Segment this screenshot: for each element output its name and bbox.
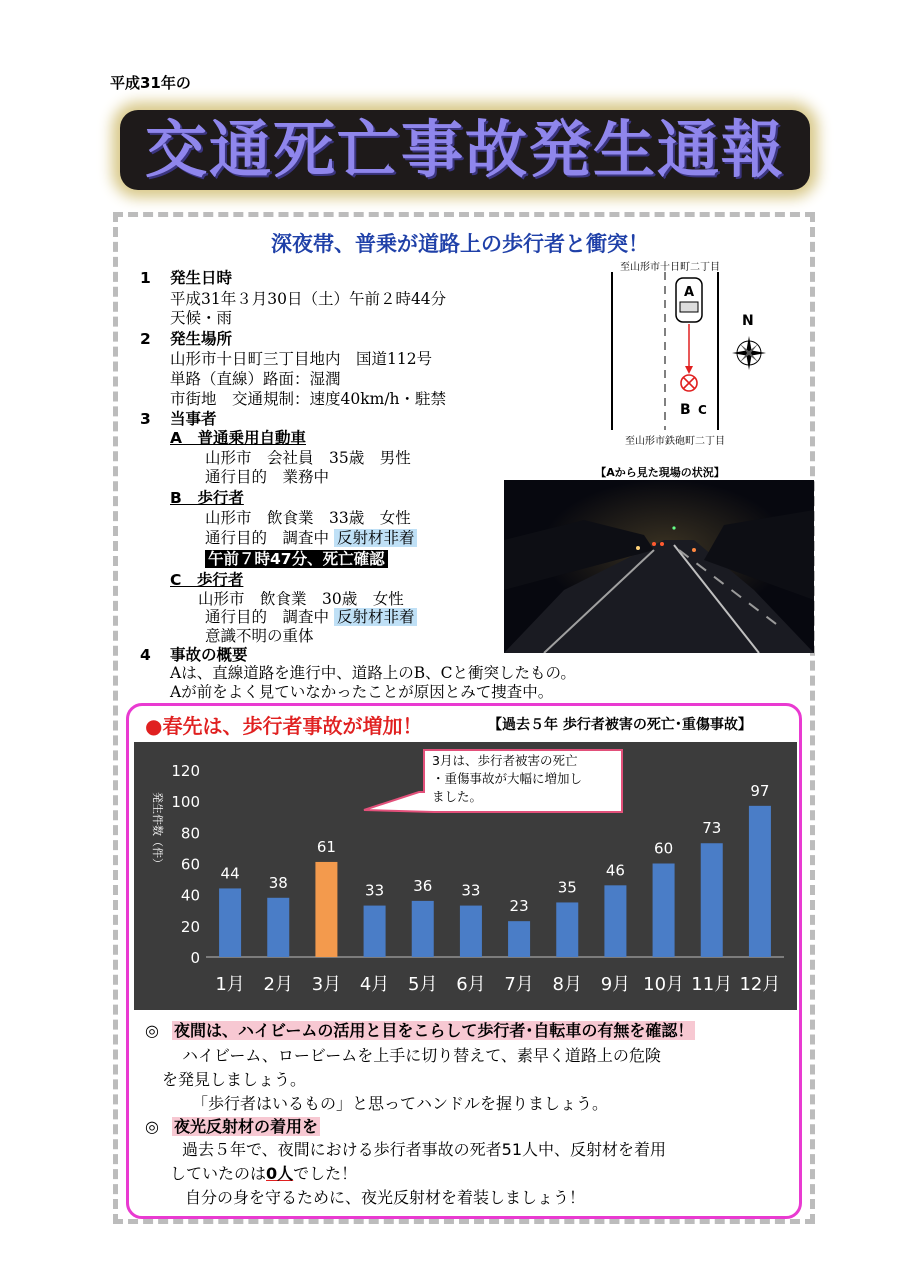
section-2-title: 発生場所 [170, 330, 233, 348]
x-tick-label: 7月 [504, 974, 534, 995]
y-tick-label: 120 [171, 762, 200, 780]
x-tick-label: 12月 [739, 974, 781, 995]
bar [412, 901, 434, 957]
accident-map [600, 270, 780, 432]
pedestrian-b-label: B [680, 402, 691, 418]
party-c-purpose-text: 通行目的 調査中 [205, 608, 330, 626]
main-title: 交通死亡事故発生通報 [144, 113, 785, 186]
data-label: 23 [509, 897, 529, 916]
tip-2-line: 過去５年で、夜間における歩行者事故の死者51人中、反射材を着用 [182, 1140, 667, 1159]
collision-icon [681, 375, 697, 391]
party-b-title: B 歩行者 [170, 489, 244, 507]
section-4-title: 事故の概要 [170, 646, 248, 664]
north-label: N [742, 313, 754, 329]
annotation-text: ・重傷事故が大幅に増加し [432, 771, 583, 786]
bar [508, 921, 530, 957]
x-tick-label: 5月 [408, 974, 438, 995]
x-tick-label: 6月 [456, 974, 486, 995]
tip-1-title [172, 1019, 695, 1043]
y-tick-label: 100 [171, 793, 200, 812]
bar [653, 864, 675, 958]
warning-subheading: 【過去５年 歩行者被害の死亡･重傷事故】 [488, 717, 752, 733]
map-top-label: 至山形市十日町二丁目 [620, 262, 720, 273]
data-label: 38 [268, 873, 288, 892]
car-a-label: A [683, 285, 695, 300]
data-label: 33 [461, 881, 481, 900]
pedestrian-c-label: C [698, 403, 707, 417]
bar [364, 906, 386, 957]
party-b-purpose-text: 通行目的 調査中 [205, 529, 330, 547]
y-tick-label: 40 [180, 886, 200, 905]
section-2-line: 山形市十日町三丁目地内 国道112号 [170, 350, 433, 368]
x-tick-label: 2月 [263, 974, 293, 995]
tip-1-line: を発見しましょう。 [162, 1070, 307, 1089]
tip-2-line [170, 1162, 357, 1186]
tip-1-line: 「歩行者はいるもの」と思ってハンドルを握りましょう。 [192, 1094, 609, 1113]
bar-chart [134, 742, 797, 1010]
party-c-line: 山形市 飲食業 30歳 女性 [198, 590, 404, 608]
section-1-line: 平成31年３月30日（土）午前２時44分 [170, 290, 447, 308]
bar [556, 902, 578, 957]
y-tick-label: 60 [180, 855, 200, 874]
party-a-title: A 普通乗用自動車 [170, 429, 306, 447]
arrow-head-icon [685, 366, 693, 374]
party-b-purpose [205, 528, 417, 548]
party-c-purpose [205, 607, 417, 627]
data-label: 44 [220, 864, 240, 883]
bar [701, 843, 723, 957]
car-a-icon [676, 278, 702, 322]
warning-heading: ●春先は、歩行者事故が増加！ [145, 714, 423, 738]
section-4-line: Aは、直線道路を進行中、道路上のB、Cと衝突したもの。 [170, 664, 576, 682]
tip-2-line-post: でした！ [293, 1164, 358, 1183]
section-3-number: 3 [140, 410, 151, 428]
tip-2-emphasis: 0人 [266, 1164, 294, 1183]
tip-2-mark: ◎ [145, 1117, 159, 1136]
y-tick-label: 80 [180, 824, 200, 843]
party-a-line: 山形市 会社員 35歳 男性 [205, 449, 411, 467]
x-tick-label: 8月 [552, 974, 582, 995]
party-b-death [205, 549, 388, 569]
bar [315, 862, 337, 957]
chart-panel [134, 742, 797, 1010]
annotation-text: ました。 [432, 789, 483, 804]
data-label: 35 [557, 878, 577, 897]
main-title-banner [120, 110, 810, 190]
data-label: 36 [413, 876, 433, 895]
tip-2-title [172, 1115, 320, 1139]
photo-caption: 【Aから見た現場の状況】 [595, 466, 725, 479]
bar [604, 885, 626, 957]
party-c-line: 意識不明の重体 [205, 627, 314, 645]
section-1-line: 天候・雨 [170, 309, 233, 327]
x-tick-label: 3月 [311, 974, 342, 995]
section-1-title: 発生日時 [170, 269, 233, 287]
party-b-death-text: 午前７時47分、死亡確認 [205, 550, 388, 568]
section-2-number: 2 [140, 330, 151, 348]
y-tick-label: 0 [190, 949, 200, 967]
tip-2-line-pre: していたのは [170, 1164, 267, 1183]
bar [219, 888, 241, 957]
tip-2-line: 自分の身を守るために、夜光反射材を着装しましょう！ [185, 1188, 586, 1207]
data-label: 46 [605, 861, 625, 880]
data-label: 73 [702, 819, 722, 838]
map-bottom-label: 至山形市鉄砲町二丁目 [625, 436, 725, 447]
section-2-line: 市街地 交通規制：速度40km/h・駐禁 [170, 390, 447, 408]
section-1-number: 1 [140, 269, 151, 287]
data-label: 61 [316, 837, 336, 856]
y-tick-label: 20 [180, 917, 200, 936]
headline: 深夜帯、普乗が道路上の歩行者と衝突！ [271, 232, 649, 256]
bar [460, 906, 482, 957]
tip-1-line: ハイビーム、ロービームを上手に切り替えて、素早く道路上の危険 [182, 1046, 661, 1065]
bar [267, 898, 289, 957]
party-c-reflector-badge: 反射材非着 [334, 608, 418, 626]
data-label: 60 [654, 839, 674, 858]
data-label: 97 [750, 781, 770, 800]
x-tick-label: 4月 [359, 974, 390, 995]
scene-photo [504, 480, 814, 653]
night-road-image [504, 480, 814, 653]
x-tick-label: 11月 [691, 974, 733, 995]
party-b-line: 山形市 飲食業 33歳 女性 [205, 509, 411, 527]
annotation-text: 3月は、歩行者被害の死亡 [432, 753, 578, 768]
tip-1-title-text: 夜間は、ハイビームの活用と目をこらして歩行者･自転車の有無を確認！ [174, 1021, 694, 1040]
section-4-number: 4 [140, 646, 151, 664]
party-b-reflector-badge: 反射材非着 [334, 529, 418, 547]
tip-2-title-text: 夜光反射材の着用を [174, 1117, 319, 1136]
x-tick-label: 10月 [643, 974, 685, 995]
section-3-title: 当事者 [170, 410, 217, 428]
x-tick-label: 9月 [600, 974, 631, 995]
section-2-line: 単路（直線）路面：湿潤 [170, 370, 341, 388]
tip-1-mark: ◎ [145, 1021, 159, 1040]
pre-title: 平成31年の [110, 74, 191, 92]
section-4-line: Aが前をよく見ていなかったことが原因とみて捜査中。 [170, 683, 554, 701]
bar [749, 806, 771, 957]
party-a-line: 通行目的 業務中 [205, 468, 330, 486]
party-c-title: C 歩行者 [170, 571, 244, 589]
x-tick-label: 1月 [215, 974, 245, 995]
compass-rose-icon [732, 336, 766, 370]
y-axis-label: 発生件数（件） [151, 792, 164, 869]
data-label: 33 [365, 881, 385, 900]
